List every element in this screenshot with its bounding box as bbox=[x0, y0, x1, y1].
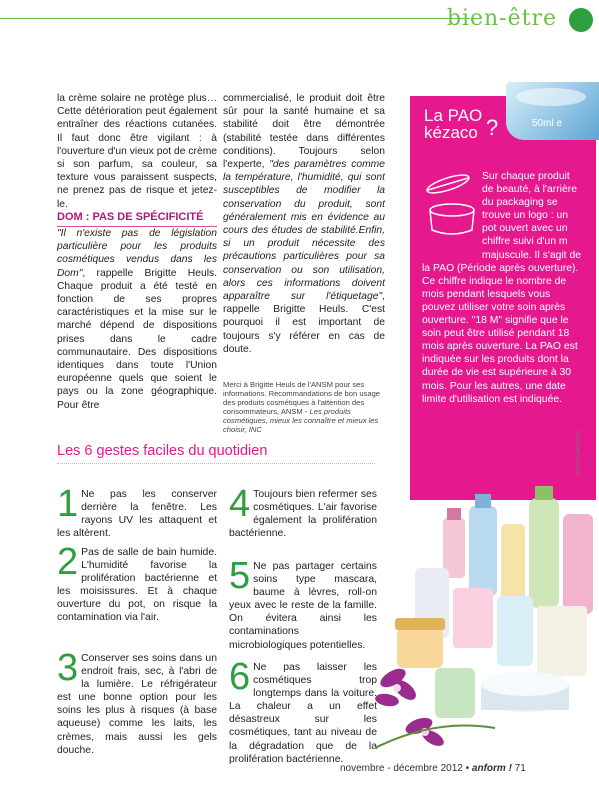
gesture-item bbox=[229, 483, 377, 540]
gesture-text: Pas de salle de bain humide. L'humidité favorise la prolifération bactérienne et les moisissures. Et à chaque ouverture du pot, on risque la contamination via l'air. bbox=[57, 547, 217, 624]
gesture-item bbox=[57, 647, 217, 757]
page-footer bbox=[340, 763, 526, 774]
pao-text-block bbox=[422, 170, 584, 406]
dom-heading: DOM : PAS DE SPÉCIFICITÉ bbox=[57, 211, 217, 227]
credits bbox=[223, 380, 385, 434]
pao-title-question: ? bbox=[486, 115, 499, 140]
gesture-text: Toujours bien refermer ses cosmétiques. L'air favorise également la prolifération bactérienne. bbox=[229, 489, 377, 540]
gesture-number: 5 bbox=[229, 555, 251, 597]
gesture-text: Ne pas partager certains soins type mascara, baume à lèvres, roll-on yeux avec le reste de la famille. On évitera ainsi les contaminations microbiologiques potentielles. bbox=[229, 561, 377, 651]
gesture-text: Conserver ses soins dans un endroit frais, sec, à l'abri de la lumière. Le réfrigérateur est une bonne option pour les soins les plus à risques (à base aqueuse) comme les laits, les crèmes, mais aussi les gels douche. bbox=[57, 653, 217, 756]
header-rule bbox=[0, 18, 470, 19]
paragraph bbox=[57, 227, 217, 412]
text: commercialisé, le produit doit être sûr pour la santé humaine et sa stabilité doit être démontrée (stabilité testée dans différentes conditions). Toujours selon l'experte, bbox=[223, 93, 385, 171]
quote: "des paramètres comme la température, l'humidité, qui sont susceptibles de modifier la conservation du produit, sont généralement mis en évidence au cours des études de stabilité.Enfin, si un produit nécessite des précautions particulières pour sa conservation ou son utilisation, alors ces informations doivent apparaître sur l'étiquetage" bbox=[223, 159, 385, 303]
gesture-text: Ne pas les conserver derrière la fenêtre. Les rayons UV les attaquent et les altèrent. bbox=[57, 489, 217, 540]
cosmetics-products-photo bbox=[375, 478, 599, 758]
article-column-1 bbox=[57, 92, 217, 412]
magazine-name: anform ! bbox=[471, 763, 512, 774]
gesture-text: Ne pas laisser les cosmétiques trop longtemps dans la voiture. La chaleur a un effet désastreux sur les cosmétiques, tant au niveau de la dégradation que de la prolifération bactérienne. bbox=[229, 662, 377, 765]
photo-credit: ©FOTOLIA/OKTO bbox=[576, 430, 582, 475]
gesture-number: 1 bbox=[57, 483, 79, 525]
gestures-title: Les 6 gestes faciles du quotidien bbox=[57, 443, 268, 459]
header-dot-icon bbox=[569, 8, 593, 32]
section-title-bien-etre: bien-être bbox=[446, 6, 557, 31]
paragraph bbox=[223, 92, 385, 356]
pao-text: Sur chaque produit de beauté, à l'arrière du packaging se trouve un logo : un pot ouvert avec un chiffre suivi d'un m majuscule. Il s'agit de la PAO (Période après ouverture). Ce chiffre indique le nombre de mois pendant lesquels vous pouvez utiliser votre soin après ouverture. "18 M" signifie que le soin peut être utilisé pendant 18 mois après ouverture. La PAO est indiquée sur les produits dont la durée de vie est supérieure à 30 mois. Pour les autres, une date limite d'utilisation est indiquée. bbox=[422, 171, 582, 405]
gesture-item bbox=[57, 541, 217, 625]
gesture-number: 6 bbox=[229, 656, 251, 698]
text: , rappelle Brigitte Heuls. C'est pourquoi il est important de toujours s'y référer en cas de doute. bbox=[223, 291, 385, 355]
gesture-number: 3 bbox=[57, 647, 79, 689]
bottle-cap bbox=[516, 88, 586, 106]
credits-title: Les produits cosmétiques, mieux les connaître et mieux les choisir, INC bbox=[223, 407, 379, 435]
paragraph: la crème solaire ne protège plus… Cette détérioration peut également entraîner des réactions cutanées. Il faut donc être vigilant : à l'ouverture d'un vieux pot de crème si son parfum, sa couleur, sa texture vous paraissent suspects, ne prenez pas de risque et jetez-le. bbox=[57, 93, 217, 210]
credits-text: Merci à Brigitte Heuls de l'ANSM pour ses informations. Recommandations de bon usage des produits cosmétiques à l'attention des consommateurs, ANSM - bbox=[223, 380, 381, 417]
bottle-photo bbox=[506, 82, 599, 140]
quote-attribution: , rappelle Brigitte Heuls. Chaque produit a été testé en fonction de ses propres caractéristiques et la mise sur le marché dépend de dispositions prises dans le cadre communautaire. Des dispositions identiques dans toute l'Union européenne quels que soient le pays ou la zone géographique. Pour être bbox=[57, 267, 217, 411]
quote: "Il n'existe pas de législation particulière pour les produits cosmétiques vendus dans les Dom" bbox=[57, 228, 217, 279]
gesture-item bbox=[229, 656, 377, 766]
footer-date: novembre - décembre 2012 • bbox=[340, 763, 472, 774]
open-jar-icon bbox=[422, 170, 482, 250]
gestures-divider bbox=[57, 463, 375, 464]
gesture-item bbox=[229, 555, 377, 652]
pao-title bbox=[424, 106, 499, 142]
page-number: 71 bbox=[511, 763, 526, 774]
article-column-2 bbox=[223, 92, 385, 434]
pao-title-line2: kézaco bbox=[424, 123, 478, 142]
gesture-number: 2 bbox=[57, 541, 79, 583]
gesture-number: 4 bbox=[229, 483, 251, 525]
pao-title-line1: La PAO bbox=[424, 106, 483, 125]
gesture-item bbox=[57, 483, 217, 540]
bottle-label: 50ml e bbox=[532, 118, 563, 129]
